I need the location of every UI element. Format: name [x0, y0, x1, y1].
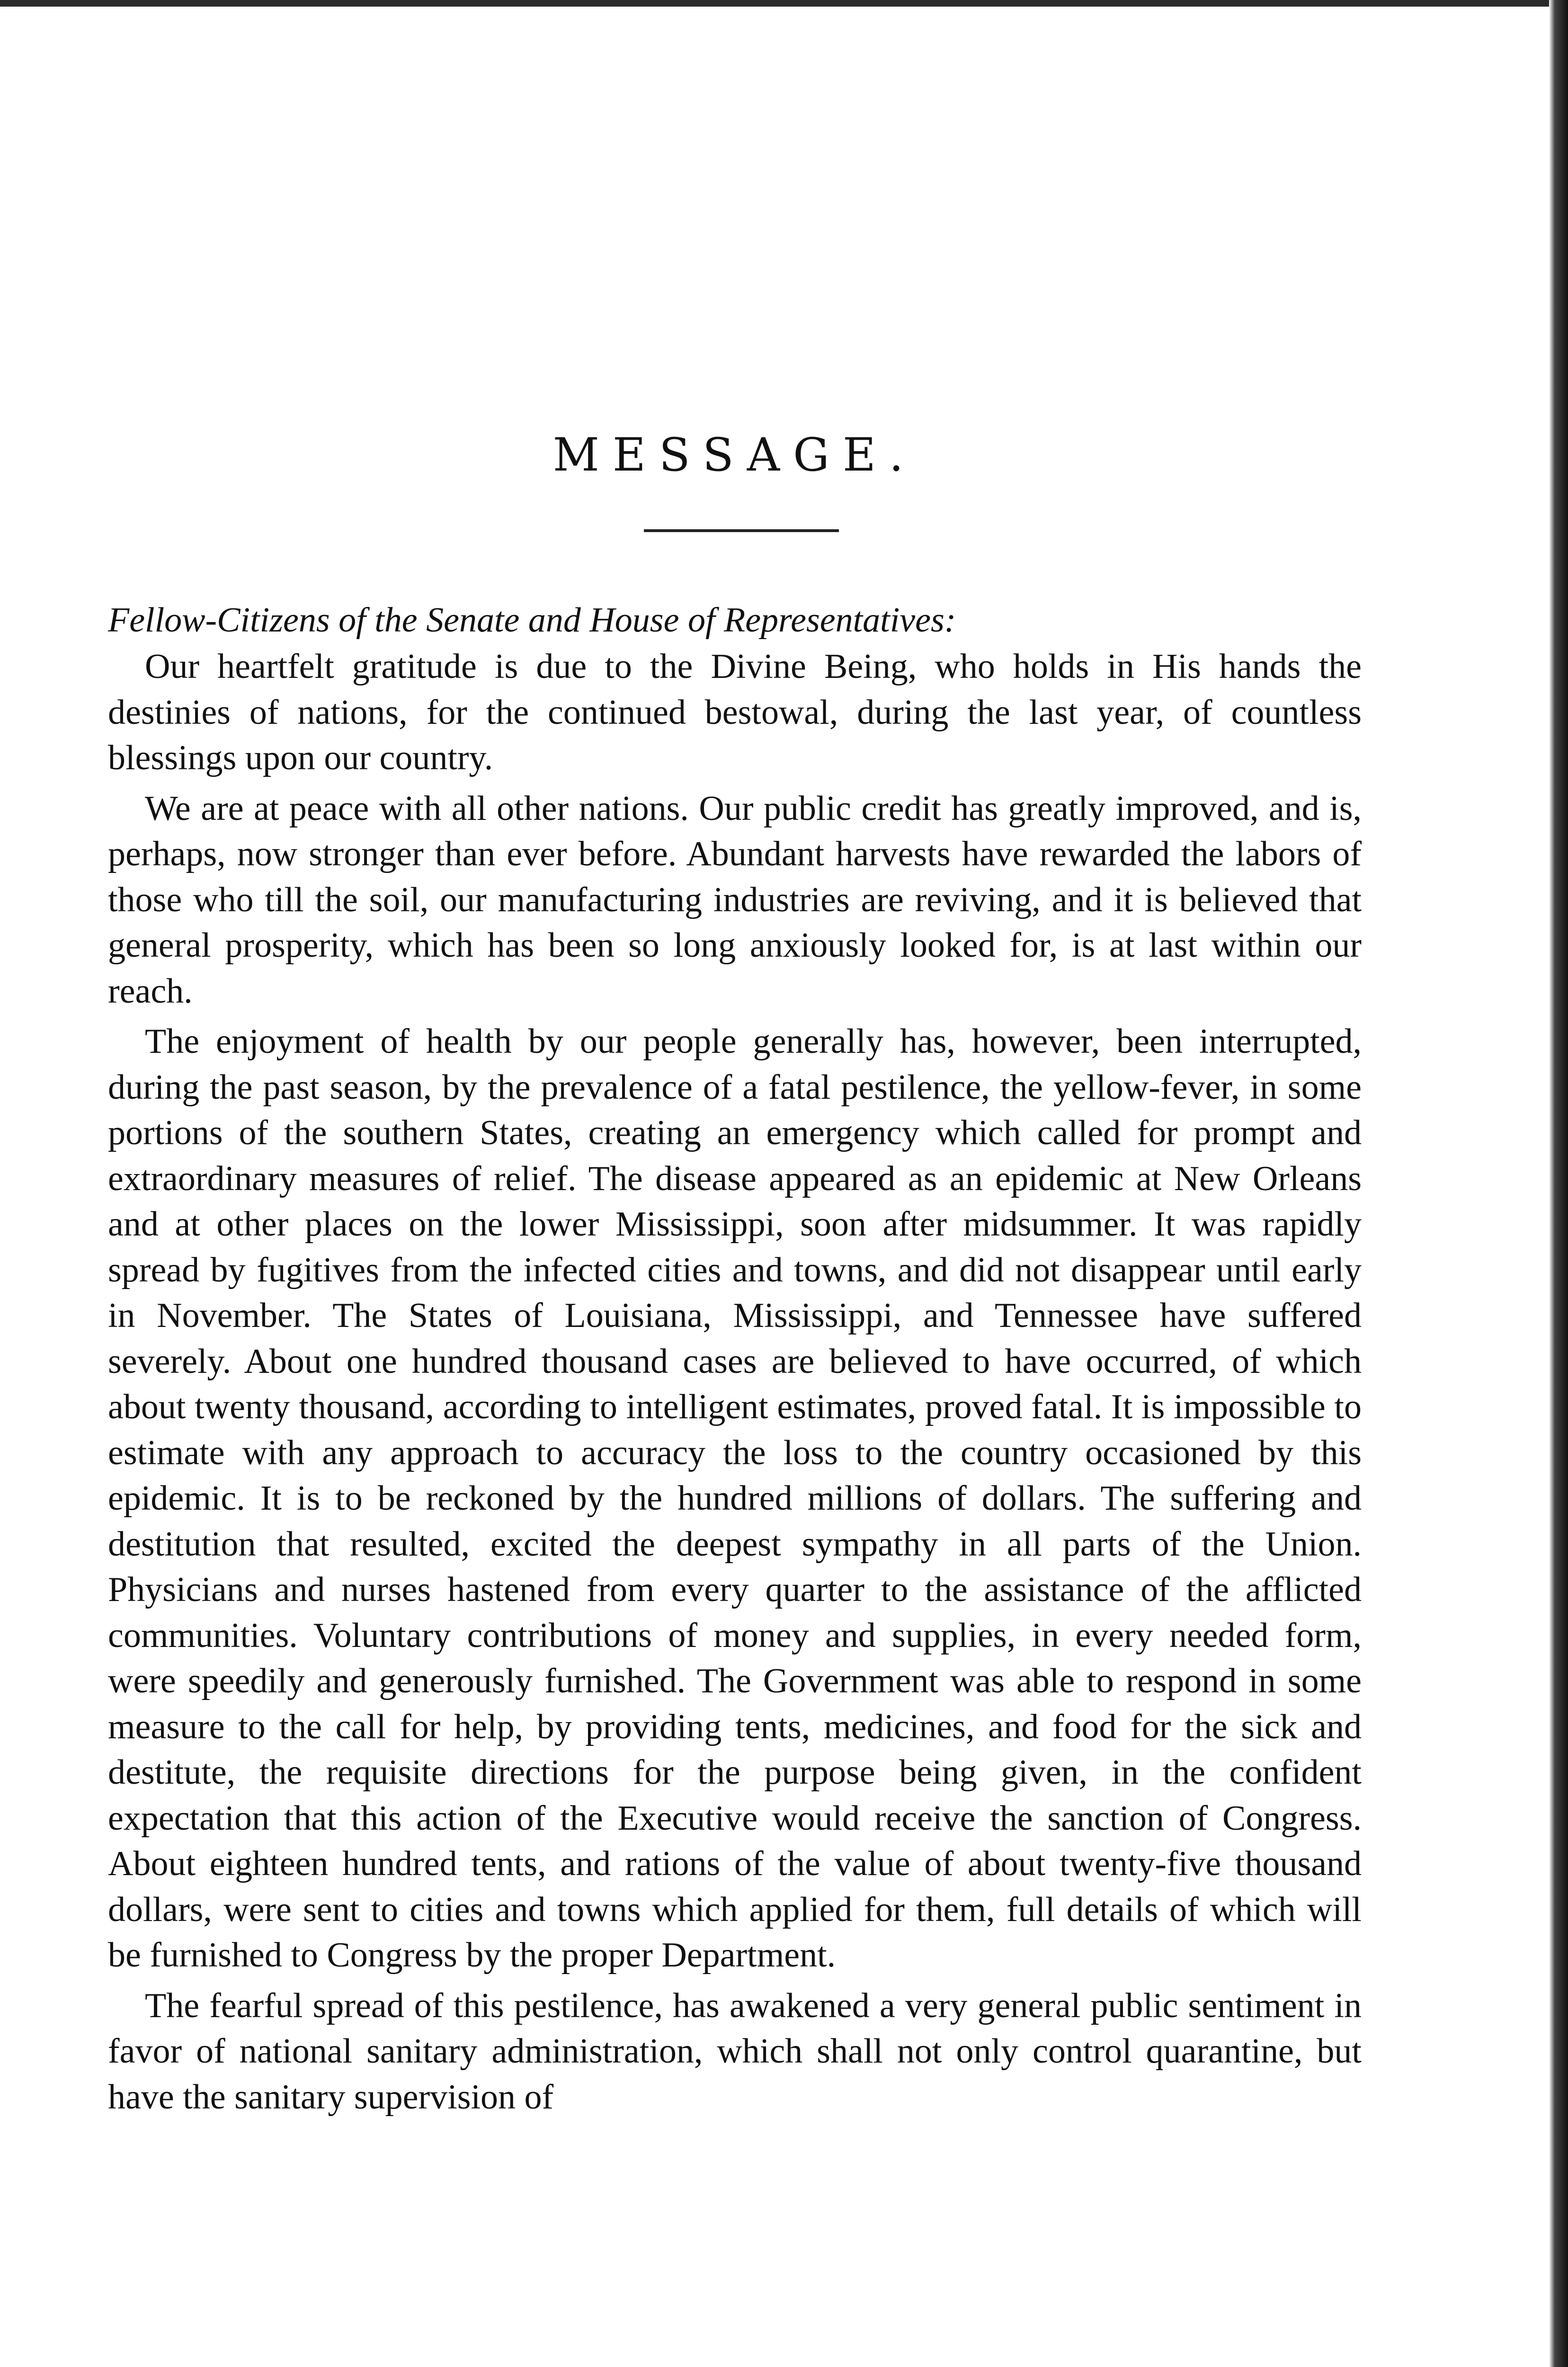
title-divider	[644, 529, 839, 532]
body-text	[108, 644, 1362, 2125]
paragraph-4: The fearful spread of this pestilence, has awakened a very general public sentiment in favor of national sanitary administration, which shall not only control quarantine, but have the sanitary supervision of	[108, 1986, 1362, 2117]
document-page	[108, 0, 1362, 2367]
salutation: Fellow-Citizens of the Senate and House of Representatives:	[108, 601, 956, 640]
document-title: MESSAGE.	[552, 428, 917, 481]
page-right-edge	[1549, 0, 1568, 2367]
paragraph-3: The enjoyment of health by our people generally has, however, been interrupted, during the past season, by the prevalence of a fatal pestilence, the yellow-fever, in some portions of the southern States, creating an emergency which called for prompt and extraordinary measures of relief. The disease appeared as an epidemic at New Orleans and at other places on the lower Mississippi, soon after midsummer. It was rapidly spread by fugitives from the infected cities and towns, and did not disappear until early in November. The States of Louisiana, Mississippi, and Tennessee have suffered severely. About one hundred thousand cases are believed to have occurred, of which about twenty thousand, according to intelligent estimates, proved fatal. It is impossible to estimate with any approach to accuracy the loss to the country occasioned by this epidemic. It is to be reckoned by the hundred millions of dollars. The suffering and destitution that resulted, excited the deepest sympathy in all parts of the Union. Physicians and nurses hastened from every quarter to the assistance of the afflicted communities. Voluntary contributions of money and supplies, in every needed form, were speedily and generously furnished. The Government was able to respond in some measure to the call for help, by providing tents, medicines, and food for the sick and destitute, the requisite directions for the purpose being given, in the confident expectation that this action of the Executive would receive the sanction of Congress. About eighteen hundred tents, and rations of the value of about twenty-five thousand dollars, were sent to cities and towns which applied for them, full details of which will be furnished to Congress by the proper Department.	[108, 1022, 1362, 1975]
paragraph-2: We are at peace with all other nations. Our public credit has greatly improved, and is, perhaps, now stronger than ever before. Abundant harvests have rewarded the labors of those who till the soil, our manufacturing industries are reviving, and it is believed that general prosperity, which has been so long anxiously looked for, is at last within our reach.	[108, 789, 1362, 1011]
paragraph-1: Our heartfelt gratitude is due to the Divine Being, who holds in His hands the destinies of nations, for the continued bestowal, during the last year, of countless blessings upon our country.	[108, 647, 1362, 777]
